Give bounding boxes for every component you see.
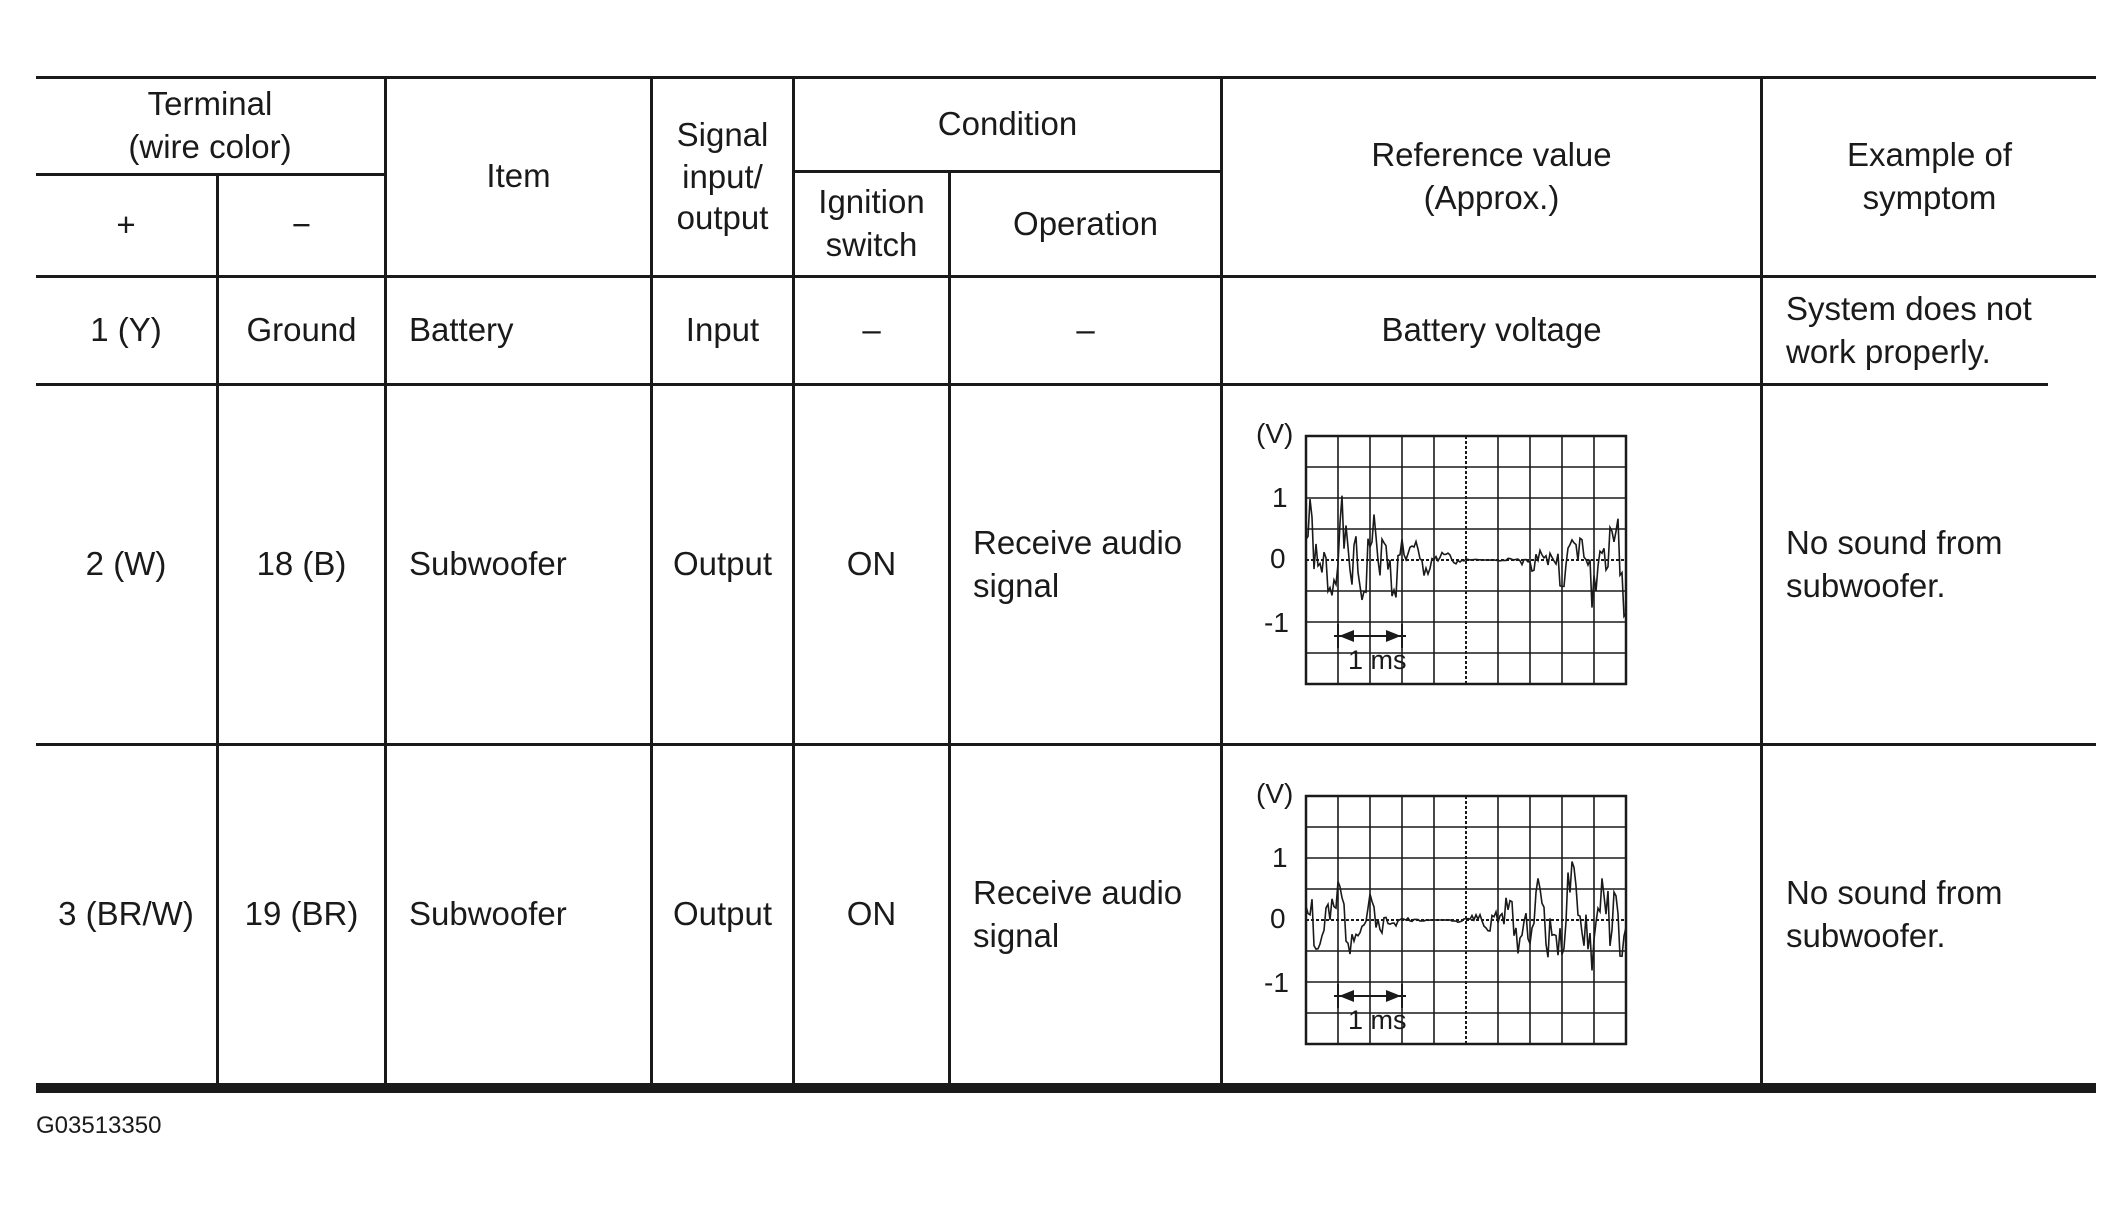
header-ignition: Ignition switch — [818, 183, 925, 263]
scope-plot-1 — [1250, 418, 1650, 688]
scope-unit-label: (V) — [1256, 418, 1294, 449]
row3-symptom: No sound from subwoofer. — [1786, 873, 2003, 954]
header-operation: Operation — [1013, 204, 1158, 242]
scope-y-label-neg1: -1 — [1264, 607, 1289, 638]
document-id: G03513350 — [36, 1112, 162, 1139]
row1-item: Battery — [409, 311, 514, 349]
row2-ignition: ON — [846, 545, 897, 583]
header-symptom: Example of symptom — [1846, 135, 2013, 216]
header-terminal-text: Terminal (wire color) — [128, 84, 292, 165]
header-condition: Condition — [937, 104, 1078, 142]
row1-terminal-plus: 1 (Y) — [90, 311, 162, 349]
row3-operation: Receive audio signal — [973, 873, 1183, 954]
scope-y-label-0: 0 — [1270, 903, 1286, 934]
row3-item: Subwoofer — [409, 895, 567, 933]
row2-terminal-minus: 18 (B) — [256, 545, 347, 583]
row2-signal: Output — [672, 545, 773, 583]
header-item: Item — [486, 157, 551, 195]
scope-y-label-0: 0 — [1270, 543, 1286, 574]
row3-terminal-minus: 19 (BR) — [244, 895, 359, 933]
row1-ignition: – — [862, 311, 881, 349]
scope-time-label: 1 ms — [1348, 1005, 1407, 1035]
row3-ignition: ON — [846, 895, 897, 933]
row1-symptom: System does not work properly. — [1786, 289, 2032, 370]
scope-plot-2 — [1250, 778, 1650, 1048]
scope-time-label: 1 ms — [1348, 645, 1407, 675]
header-terminal-plus: + — [116, 206, 136, 244]
scope-unit-label: (V) — [1256, 778, 1294, 809]
row1-terminal-minus: Ground — [246, 311, 357, 349]
table-bottom-rule — [36, 1083, 2096, 1093]
row1-operation: – — [1076, 311, 1095, 349]
scope-y-label-neg1: -1 — [1264, 967, 1289, 998]
row2-symptom: No sound from subwoofer. — [1786, 523, 2003, 604]
row2-oscilloscope — [1250, 418, 1650, 688]
header-terminal — [36, 78, 384, 173]
row3-oscilloscope — [1250, 778, 1650, 1048]
scope-y-label-1: 1 — [1272, 842, 1288, 873]
scope-y-label-1: 1 — [1272, 482, 1288, 513]
row1-reference: Battery voltage — [1381, 311, 1602, 349]
row2-item: Subwoofer — [409, 545, 567, 583]
header-terminal-minus: − — [291, 206, 312, 244]
row2-operation: Receive audio signal — [973, 523, 1183, 604]
row1-signal: Input — [685, 311, 760, 349]
header-signal: Signal input/ output — [676, 115, 769, 237]
row3-terminal-plus: 3 (BR/W) — [58, 895, 194, 933]
row3-signal: Output — [672, 895, 773, 933]
row2-terminal-plus: 2 (W) — [85, 545, 167, 583]
header-reference: Reference value (Approx.) — [1371, 135, 1612, 216]
